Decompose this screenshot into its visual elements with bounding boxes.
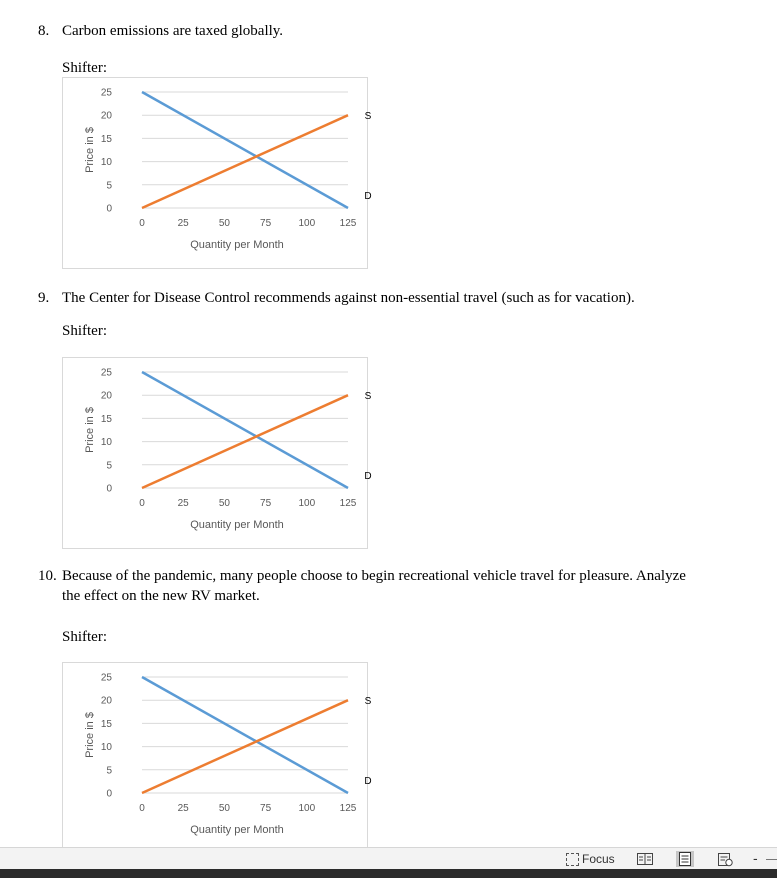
curve-label-d: D: [364, 471, 372, 482]
supply-demand-chart-2: [62, 357, 372, 549]
x-tick-label: 75: [260, 803, 272, 814]
focus-label: Focus: [582, 852, 615, 866]
y-tick-label: 10: [100, 157, 112, 169]
x-tick-label: 125: [339, 803, 357, 814]
curve-label-s: S: [364, 111, 372, 123]
read-mode-icon: [637, 853, 653, 865]
y-tick-label: 20: [100, 695, 112, 707]
x-tick-label: 25: [177, 218, 189, 229]
question-number: 8.: [38, 23, 50, 39]
y-axis-title: Price in $: [84, 127, 96, 173]
y-tick-label: 20: [100, 110, 112, 122]
chart-svg: [63, 663, 372, 853]
question-text: Carbon emissions are taxed globally.: [62, 23, 284, 39]
print-layout-button[interactable]: [676, 851, 694, 867]
x-tick-label: 50: [218, 218, 230, 229]
y-tick-label: 15: [100, 413, 112, 425]
x-tick-label: 75: [260, 218, 272, 229]
y-tick-label: 25: [100, 367, 112, 379]
focus-mode-button[interactable]: [566, 851, 615, 867]
x-axis-title: Quantity per Month: [190, 519, 284, 531]
x-tick-label: 50: [218, 498, 230, 509]
supply-demand-chart-3: [62, 662, 372, 854]
y-tick-label: 15: [100, 133, 112, 145]
y-axis-title: Price in $: [84, 712, 96, 758]
x-tick-label: 0: [139, 803, 145, 814]
x-tick-label: 100: [298, 803, 316, 814]
curve-label-d: D: [364, 191, 372, 202]
y-tick-label: 10: [100, 437, 112, 449]
y-tick-label: 10: [100, 742, 112, 754]
y-tick-label: 0: [106, 203, 112, 215]
shifter-label: Shifter:: [62, 323, 107, 339]
x-tick-label: 100: [298, 218, 316, 229]
curve-label-s: S: [364, 391, 372, 403]
shifter-label: Shifter:: [62, 629, 107, 645]
status-bar: [0, 847, 777, 870]
series-line-d: [142, 92, 348, 208]
web-layout-icon: [718, 853, 733, 866]
y-tick-label: 25: [100, 87, 112, 99]
y-tick-label: 25: [100, 672, 112, 684]
y-tick-label: 15: [100, 718, 112, 730]
shifter-label: Shifter:: [62, 60, 107, 76]
y-tick-label: 5: [106, 460, 112, 472]
series-line-d: [142, 372, 348, 488]
x-tick-label: 25: [177, 498, 189, 509]
supply-demand-chart-1: [62, 77, 372, 269]
series-line-d: [142, 677, 348, 793]
question-text-line-1: Because of the pandemic, many people choose to begin recreational vehicle travel for pleasure. Analyze: [62, 568, 686, 584]
zoom-slider[interactable]: [766, 859, 777, 860]
question-number: 9.: [38, 290, 50, 306]
web-layout-button[interactable]: [716, 851, 734, 867]
y-tick-label: 5: [106, 765, 112, 777]
y-axis-title: Price in $: [84, 407, 96, 453]
chart-svg: [63, 78, 372, 268]
read-mode-button[interactable]: [636, 851, 654, 867]
x-tick-label: 125: [339, 218, 357, 229]
question-text: The Center for Disease Control recommends against non-essential travel (such as for vacation).: [62, 290, 635, 306]
zoom-out-button[interactable]: -: [753, 850, 758, 866]
question-10: [38, 566, 758, 608]
y-tick-label: 0: [106, 788, 112, 800]
x-axis-title: Quantity per Month: [190, 824, 284, 836]
print-layout-icon: [679, 852, 691, 866]
x-tick-label: 0: [139, 498, 145, 509]
x-tick-label: 25: [177, 803, 189, 814]
x-axis-title: Quantity per Month: [190, 239, 284, 251]
x-tick-label: 50: [218, 803, 230, 814]
question-number: 10.: [38, 568, 57, 584]
curve-label-d: D: [364, 776, 372, 787]
taskbar-edge: [0, 869, 777, 878]
chart-svg: [63, 358, 372, 548]
x-tick-label: 100: [298, 498, 316, 509]
x-tick-label: 0: [139, 218, 145, 229]
y-tick-label: 5: [106, 180, 112, 192]
y-tick-label: 20: [100, 390, 112, 402]
curve-label-s: S: [364, 696, 372, 708]
focus-icon: [566, 853, 579, 866]
x-tick-label: 75: [260, 498, 272, 509]
y-tick-label: 0: [106, 483, 112, 495]
x-tick-label: 125: [339, 498, 357, 509]
question-text-line-2: the effect on the new RV market.: [62, 588, 260, 604]
